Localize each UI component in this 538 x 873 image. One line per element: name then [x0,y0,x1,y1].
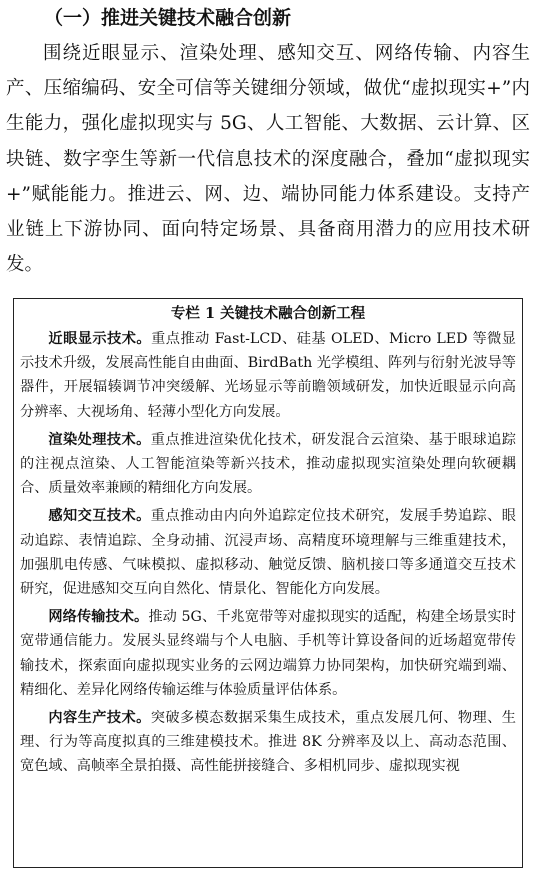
tech-item-text: 推动 5G、千兆宽带等对虚拟现实的适配，构建全场景实时宽带通信能力。发展头显终端与个人电脑、手机等计算设备间的近场超宽带传输技术，探索面向虚拟现实业务的云网边端算力协同架构，加快研究端到端、精细化、差异化网络传输运维与体验质量评估体系。 [20,609,516,698]
tech-item-text: 重点推进渲染优化技术，研发混合云渲染、基于眼球追踪的注视点渲染、人工智能渲染等新兴技术，推动虚拟现实渲染处理向软硬耦合、质量效率兼顾的精细化方向发展。 [20,431,516,497]
tech-item-text: 重点推动 Fast-LCD、硅基 OLED、Micro LED 等微显示技术升级，发展高性能自由曲面、BirdBath 光学模组、阵列与衍射光波导等器件，开展辐辏调节冲突缓解、光场显示等前瞻领域研发，加快近眼显示向高分辨率、大视场角、轻薄小型化方向发展。 [20,331,516,420]
tech-item-near-eye-display [20,327,516,424]
section-heading: （一）推进关键技术融合创新 [44,7,292,29]
tech-item-text: 重点推动由内向外追踪定位技术研究，发展手势追踪、眼动追踪、表情追踪、全身动捕、沉浸声场、高精度环境理解与三维重建技术，加强肌电传感、气味模拟、虚拟移动、触觉反馈、脑机接口等多通道交互技术研究，促进感知交互向自然化、情景化、智能化方向发展。 [20,508,516,598]
column-box [13,298,523,868]
tech-item-name: 网络传输技术。 [48,609,149,626]
tech-item-perception-interaction [20,504,516,601]
tech-item-rendering [20,428,516,501]
tech-item-text: 突破多模态数据采集生成技术，重点发展几何、物理、生理、行为等高度拟真的三维建模技术。推进 8K 分辨率及以上、高动态范围、宽色域、高帧率全景拍摄、高性能拼接缝合、多相机同步、虚拟现实视 [20,710,516,775]
tech-item-name: 感知交互技术。 [48,508,151,525]
tech-item-name: 近眼显示技术。 [48,331,152,347]
tech-item-name: 渲染处理技术。 [48,431,151,448]
intro-paragraph: 围绕近眼显示、渲染处理、感知交互、网络传输、内容生产、压缩编码、安全可信等关键细分领域，做优“虚拟现实+”内生能力，强化虚拟现实与 5G、人工智能、大数据、云计算、区块链、数字孪生等新一代信息技术的深度融合，叠加“虚拟现实+”赋能能力。推进云、网、边、端协同能力体系建设。支持产业链上下游协同、面向特定场景、具备商用潜力的应用技术研发。 [6,43,530,276]
tech-item-content-production [20,706,516,779]
column-title: 专栏 1 关键技术融合创新工程 [170,305,366,322]
tech-item-name: 内容生产技术。 [48,710,151,727]
tech-item-network-transmission [20,605,516,702]
